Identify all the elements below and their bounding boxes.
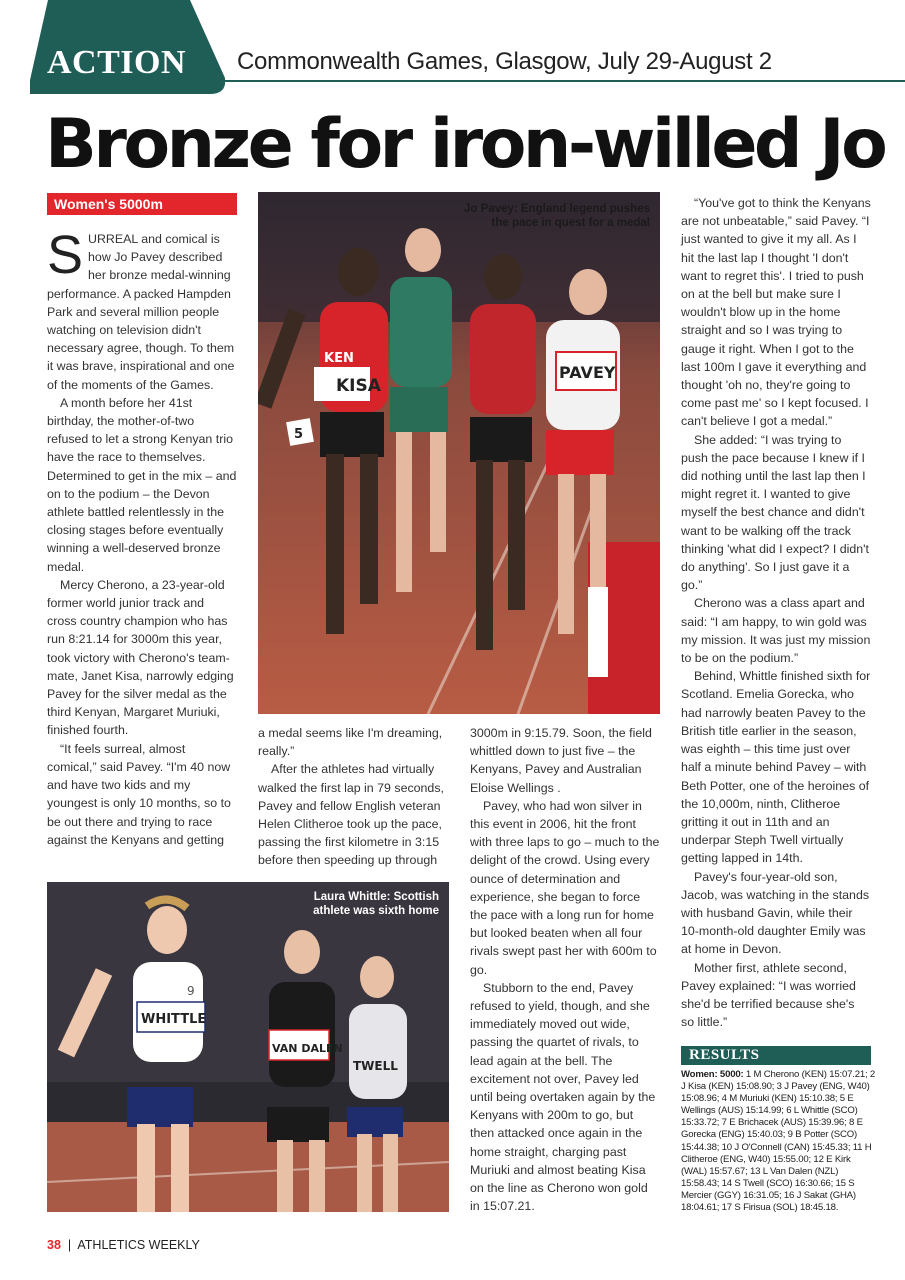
- footer-separator: |: [67, 1238, 72, 1252]
- main-photo-caption: Jo Pavey: England legend pushes the pace in quest for a medal: [464, 203, 650, 229]
- article-paragraph: “It feels surreal, almost comical,” said Pavey. “I'm 40 now and have two kids and my youngest is only 10 months, so to be out there and trying to race against the Kenyans and getting: [47, 741, 231, 847]
- article-paragraph: She added: “I was trying to push the pace because I knew if I did nothing until the last lap then I might regret it. I wanted to give myself the best chance and didn't want to be walking off the track thinking 'what did I expect? I didn't do anything'. So I just gave it a go.”: [681, 432, 869, 593]
- page-number: 38: [47, 1238, 61, 1252]
- results-event: Women: 5000:: [681, 1069, 744, 1080]
- article-paragraph: Pavey's four-year-old son, Jacob, was watching in the stands with husband Gavin, while their 10-month-old daughter Emily was at home in Devon.: [681, 869, 870, 957]
- article-paragraph: Mercy Cherono, a 23-year-old former world junior track and cross country champion who has run 8:21.14 for 3000m this year, took victory with Cherono's team-mate, Janet Kisa, narrowly edging Pavey for the silver medal as the third Kenyan, Margaret Muriuki, finished fourth.: [47, 577, 234, 738]
- page-footer: [47, 1238, 200, 1252]
- bib-twell: TWELL: [353, 1059, 398, 1073]
- event-label: Women's 5000m: [47, 193, 237, 215]
- results-list: [681, 1069, 876, 1214]
- runners-photo-illustration: [258, 192, 660, 714]
- article-paragraph: After the athletes had virtually walked the first lap in 79 seconds, Pavey and fellow English veteran Helen Clitheroe took up the pace, passing the first kilometre in 3:15 before then speeding up through: [258, 762, 444, 868]
- secondary-photo-caption: Laura Whittle: Scottish athlete was sixth home: [313, 891, 439, 917]
- bib-kisa: KISA: [336, 376, 381, 396]
- article-paragraph: A month before her 41st birthday, the mother-of-two refused to let a strong Kenyan trio have the race to themselves. Determined to get in the mix – and on to the podium – the Devon athlete battled relentlessly in the closing stages before eventually winning a well-deserved bronze medal.: [47, 395, 237, 574]
- article-paragraph: Stubborn to the end, Pavey refused to yield, though, and she immediately moved out wide, passing the quartet of rivals, to lead again at the bell. The excitement not over, Pavey led until being overtaken again by the Kenyans with 200m to go, but then attacked once again in the home straight, charging past Muriuki and almost beating Kisa on the line as Cherono won gold in 15:07.21.: [470, 980, 656, 1214]
- article-paragraph: Pavey, who had won silver in this event in 2006, hit the front with three laps to go – much to the delight of the crowd. Using every ounce of determination and experience, she began to force the pace with a long run for home but looked beaten when all four rivals swept past her with 600m to go.: [470, 798, 660, 977]
- bib-whittle-number: 9: [187, 984, 195, 998]
- bib-hip-number: 5: [294, 427, 304, 442]
- article-column-4: [681, 194, 871, 1031]
- results-heading: RESULTS: [681, 1046, 871, 1065]
- article-column-2: [258, 724, 448, 870]
- article-column-1: [47, 225, 237, 849]
- results-text: 1 M Cherono (KEN) 15:07.21; 2 J Kisa (KEN) 15:08.90; 3 J Pavey (ENG, W40) 15:08.96; 4 M Muriuki (KEN) 15:10.38; 5 E Wellings (AUS) 15:14.99; 6 L Whittle (SCO) 15:33.72; 7 E Brichacek (AUS) 15:39.96; 8 E Gorecka (ENG) 15:40.03; 9 B Potter (SCO) 15:44.38; 10 J O'Connell (CAN) 15:45.33; 11 H Clitheroe (ENG, W40) 15:55.00; 12 E Kirk (WAL) 15:57.67; 13 L Van Dalen (NZL) 15:58.43; 14 S Twell (SCO) 16:30.66; 15 S Mercier (GGY) 16:31.05; 16 J Sakat (GHA) 18:04.61; 17 S Firisua (SOL) 18:45.18.: [681, 1069, 876, 1214]
- section-tab: [30, 0, 225, 94]
- drop-cap: S: [47, 225, 84, 285]
- paragraph-text: URREAL and comical is how Jo Pavey described her bronze medal-winning performance. A packed Hampden Park and several million people watching on television didn't necessary agree, though. To them it was brave, inspirational and one of the moments of the Games.: [47, 232, 235, 392]
- bib-van-dalen: VAN DALEN: [272, 1042, 343, 1055]
- bib-whittle: WHITTLE: [141, 1012, 207, 1027]
- publication-name: ATHLETICS WEEKLY: [77, 1238, 200, 1252]
- article-paragraph: a medal seems like I'm dreaming, really.”: [258, 726, 443, 759]
- bib-pavey: PAVEY: [559, 363, 616, 382]
- event-strapline: Commonwealth Games, Glasgow, July 29-August 2: [237, 48, 772, 75]
- article-paragraph: [47, 225, 237, 394]
- article-paragraph: 3000m in 9:15.79. Soon, the field whittled down to just five – the Kenyans, Pavey and Australian Eloise Wellings .: [470, 726, 652, 795]
- article-column-3: [470, 724, 660, 1215]
- article-paragraph: Mother first, athlete second, Pavey explained: “I was worried she'd be terrified because she's so little.”: [681, 960, 856, 1030]
- secondary-photo: [47, 882, 449, 1212]
- article-paragraph: Cherono was a class apart and said: “I am happy, to win gold was my mission. It was just my mission to be on the podium.”: [681, 596, 871, 666]
- article-paragraph: Behind, Whittle finished sixth for Scotland. Emelia Gorecka, who had narrowly beaten Pavey to the British title earlier in the season, was eighth – this time just over half a minute behind Pavey – with Beth Potter, one of the heroines of the 10,000m, ninth, Clitheroe gritting it out in 11th and an underpar Steph Twell virtually getting lapped in 14th.: [681, 669, 871, 866]
- bib-ken: KEN: [324, 351, 354, 366]
- whittle-photo-illustration: [47, 882, 449, 1212]
- section-tab-label: ACTION: [47, 44, 187, 81]
- main-photo: [258, 192, 660, 714]
- article-paragraph: “You've got to think the Kenyans are not unbeatable,” said Pavey. “I just wanted to give it my all. As I hit the last lap I thought 'I don't want to regret this'. I tried to push on at the bell but make sure I wouldn't blow up in the home straight and so I was trying to gauge it right. When I got to the last 100m I gave it everything and thought 'oh no, they're going to come past me' so I kept focused. I can't believe I got a medal.”: [681, 196, 871, 429]
- header-rule: [222, 80, 905, 82]
- headline: Bronze for iron-willed Jo: [45, 105, 885, 184]
